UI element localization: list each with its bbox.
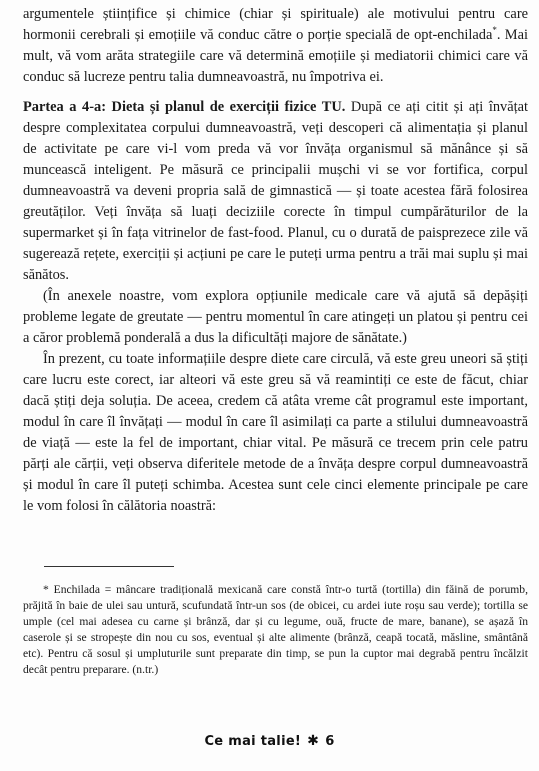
star-separator-icon: ✱	[307, 733, 320, 749]
section-heading: Partea a 4-a: Dieta și planul de exerciții fizice TU.	[23, 99, 346, 115]
footnote-divider	[44, 566, 174, 567]
page-footer	[0, 733, 539, 749]
book-title: Ce mai talie!	[204, 734, 302, 749]
paragraph-intro-rest: . Mai mult, vă vom arăta strategiile care vă determină emoțiile și mediatorii chimici care vă conduc să lucreze pentru talia dumneavoastră, nu împotriva ei.	[23, 27, 528, 85]
footnote-marker: *	[492, 25, 497, 36]
paragraph-annexes: (În anexele noastre, vom explora opțiunile medicale care vă ajută să depășiți probleme legate de greutate — pentru momentul în care atingeți un platou și pentru cei a căror problemă ponderală a dus la dificultăți majore de sănătate.)	[23, 288, 528, 346]
paragraph-part-4	[23, 97, 528, 286]
paragraph-present: În prezent, cu toate informațiile despre diete care circulă, vă este greu uneori să știți care lucru este corect, iar alteori vă este greu să vă reamintiți ce este de făcut, chiar dacă știți deja soluția. De aceea, credem că atâta vreme cât programul este important, modul în care îl învățați — modul în care îl asimilați ca parte a stilului dumneavoastră de viață — este la fel de important, chiar vital. Pe măsură ce trecem prin cele patru părți ale cărții, veți observa diferitele metode de a învăța despre corpul dumneavoastră și modul în care îl puteți schimba. Acestea sunt cele cinci elemente principale pe care le vom folosi în călătoria noastră:	[23, 351, 528, 514]
paragraph-intro-text: argumentele științifice și chimice (chiar și spirituale) ale motivului pentru care hormonii cerebrali și emoțiile vă conduc către o porție specială de opt-enchilada	[23, 6, 528, 43]
paragraph-intro-continuation	[23, 4, 528, 88]
body-text	[23, 4, 528, 517]
page-number: 6	[325, 734, 335, 749]
section-text: După ce ați citit și ați învățat despre complexitatea corpului dumneavoastră, veți descoperi că alimentația și planul de activitate pe care vi-l vom preda vă vor învăța organismul să mănânce și să muncească inteligent. Pe măsură ce principalii mușchi vi se vor fortifica, corpul dumneavoastră va deveni propria sală de gimnastică — și toate acestea fără folosirea greutăților. Veți învăța să luați deciziile corecte în timpul cumpărăturilor de la supermarket și în fața vitrinelor de fast-food. Planul, cu o durată de paisprezece zile vă sugerează rețete, exerciții și acțiuni pe care le puteți urma pentru a trăi mai suplu și mai sănătos.	[23, 99, 528, 283]
footnote-text: * Enchilada = mâncare tradițională mexicană care constă într-o turtă (tortilla) din făină de porumb, prăjită în baie de ulei sau untură, scufundată într-un sos (de obicei, cu ardei iute roșu sau verde); tortilla se umple (cel mai adesea cu carne și brânză, dar și cu legume, ouă, fructe de mare, banane), se așază în caserole și se stropește din nou cu sos, eventual și alte alimente (brânză, ceapă tocată, măsline, smântână etc). Pentru că sosul și umpluturile sunt preparate din timp, se pun la cuptor mai degrabă pentru încălzit decât pentru preparare. (n.tr.)	[23, 582, 528, 676]
